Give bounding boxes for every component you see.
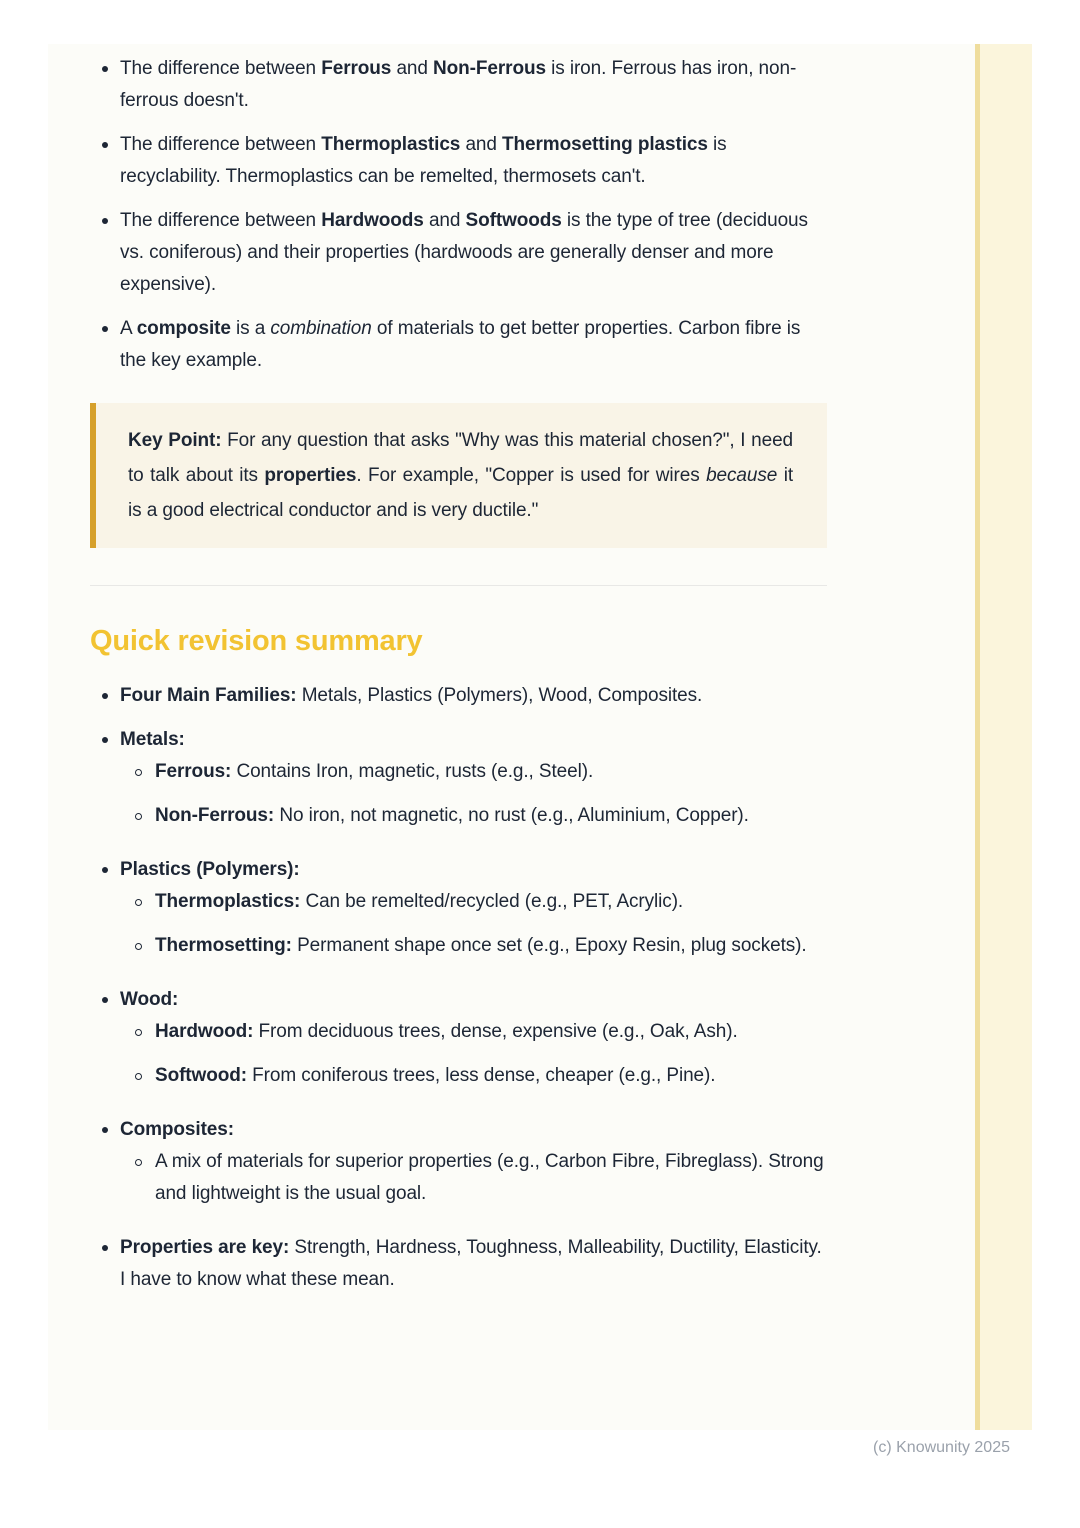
list-item-text: Ferrous: Contains Iron, magnetic, rusts (e.g., Steel). [155, 761, 594, 782]
bold-text: Properties are key: [120, 1237, 290, 1258]
bold-text: Hardwood: [155, 1021, 254, 1042]
list-item-text: The difference between Ferrous and Non-Ferrous is iron. Ferrous has iron, non-ferrous doesn't. [120, 58, 797, 111]
list-item [90, 1114, 827, 1220]
list-item-text: Thermoplastics: Can be remelted/recycled (e.g., PET, Acrylic). [155, 891, 684, 912]
sub-list-item [120, 1146, 827, 1210]
bullet-dot-icon [102, 997, 108, 1003]
copyright-footer: (c) Knowunity 2025 [873, 1439, 1010, 1456]
bold-text: Metals: [120, 729, 185, 750]
sub-list [120, 756, 827, 842]
bullet-dot-icon [102, 737, 108, 743]
bold-text: Softwoods [465, 210, 562, 231]
bold-text: Ferrous: [155, 761, 232, 782]
bullet-dot-icon [102, 867, 108, 873]
bold-text: Four Main Families: [120, 685, 297, 706]
list-item [90, 984, 827, 1102]
bold-text: Thermosetting plastics [502, 134, 708, 155]
page-content [90, 53, 827, 1296]
sub-list [120, 1146, 827, 1220]
bullet-circle-icon [135, 1029, 142, 1036]
note-page [48, 44, 1032, 1430]
intro-bullet-list [90, 53, 827, 377]
sub-list-item [120, 800, 827, 832]
bold-text: properties [264, 465, 357, 486]
list-item-text: Properties are key: Strength, Hardness, Toughness, Malleability, Ductility, Elasticity. I have to know what these mean. [120, 1237, 822, 1290]
bold-text: Thermosetting: [155, 935, 292, 956]
list-item-text: The difference between Thermoplastics and Thermosetting plastics is recyclability. Thermoplastics can be remelted, thermosets can't. [120, 134, 727, 187]
summary-bullet-list [90, 680, 827, 1296]
bold-text: Ferrous [321, 58, 392, 79]
list-item [90, 680, 827, 712]
list-item-text: A mix of materials for superior properties (e.g., Carbon Fibre, Fibreglass). Strong and lightweight is the usual goal. [155, 1151, 824, 1204]
key-point-text: Key Point: For any question that asks "Why was this material chosen?", I need to talk about its properties. For example, "Copper is used for wires because it is a good electrical conductor and is very ductile." [128, 430, 794, 521]
sub-list [120, 886, 827, 972]
bold-text: Thermoplastics [321, 134, 461, 155]
sub-list [120, 1016, 827, 1102]
bold-text: Wood: [120, 989, 179, 1010]
page-edge-accent-stripe [975, 44, 1032, 1430]
bullet-dot-icon [102, 66, 108, 72]
list-item-text [120, 724, 827, 842]
list-item-text: Non-Ferrous: No iron, not magnetic, no rust (e.g., Aluminium, Copper). [155, 805, 749, 826]
list-item [90, 53, 827, 117]
list-item-text [120, 984, 827, 1102]
italic-text: combination [270, 318, 372, 339]
key-point-callout [90, 403, 827, 548]
bold-text: composite [136, 318, 231, 339]
bold-text: Thermoplastics: [155, 891, 301, 912]
bold-text: Softwood: [155, 1065, 247, 1086]
bullet-dot-icon [102, 326, 108, 332]
list-item [90, 129, 827, 193]
bold-text: Hardwoods [321, 210, 424, 231]
bullet-circle-icon [135, 813, 142, 820]
list-item-text: The difference between Hardwoods and Softwoods is the type of tree (deciduous vs. coniferous) and their properties (hardwoods are generally denser and more expensive). [120, 210, 808, 295]
list-item-text: Softwood: From coniferous trees, less dense, cheaper (e.g., Pine). [155, 1065, 716, 1086]
bullet-circle-icon [135, 943, 142, 950]
bullet-dot-icon [102, 142, 108, 148]
sub-list-item [120, 1016, 827, 1048]
sub-list-item [120, 886, 827, 918]
list-item-text: Hardwood: From deciduous trees, dense, expensive (e.g., Oak, Ash). [155, 1021, 738, 1042]
bullet-circle-icon [135, 899, 142, 906]
list-item-text: Thermosetting: Permanent shape once set (e.g., Epoxy Resin, plug sockets). [155, 935, 807, 956]
bullet-dot-icon [102, 218, 108, 224]
bold-text: Composites: [120, 1119, 234, 1140]
list-item-text [120, 854, 827, 972]
list-item-text: Four Main Families: Metals, Plastics (Polymers), Wood, Composites. [120, 685, 703, 706]
list-item [90, 1232, 827, 1296]
italic-text: because [706, 465, 778, 486]
bullet-circle-icon [135, 769, 142, 776]
section-divider [90, 585, 827, 586]
bullet-circle-icon [135, 1159, 142, 1166]
list-item [90, 205, 827, 301]
sub-list-item [120, 1060, 827, 1092]
list-item-text [120, 1114, 827, 1220]
list-item [90, 854, 827, 972]
bullet-dot-icon [102, 693, 108, 699]
section-heading: Quick revision summary [90, 625, 423, 657]
sub-list-item [120, 756, 827, 788]
list-item [90, 313, 827, 377]
sub-list-item [120, 930, 827, 962]
bold-text: Non-Ferrous [433, 58, 546, 79]
bold-text: Non-Ferrous: [155, 805, 275, 826]
bullet-circle-icon [135, 1073, 142, 1080]
list-item [90, 724, 827, 842]
bold-text: Plastics (Polymers): [120, 859, 300, 880]
bold-text: Key Point: [128, 430, 222, 451]
list-item-text: A composite is a combination of materials to get better properties. Carbon fibre is the key example. [120, 318, 801, 371]
bullet-dot-icon [102, 1127, 108, 1133]
bullet-dot-icon [102, 1245, 108, 1251]
